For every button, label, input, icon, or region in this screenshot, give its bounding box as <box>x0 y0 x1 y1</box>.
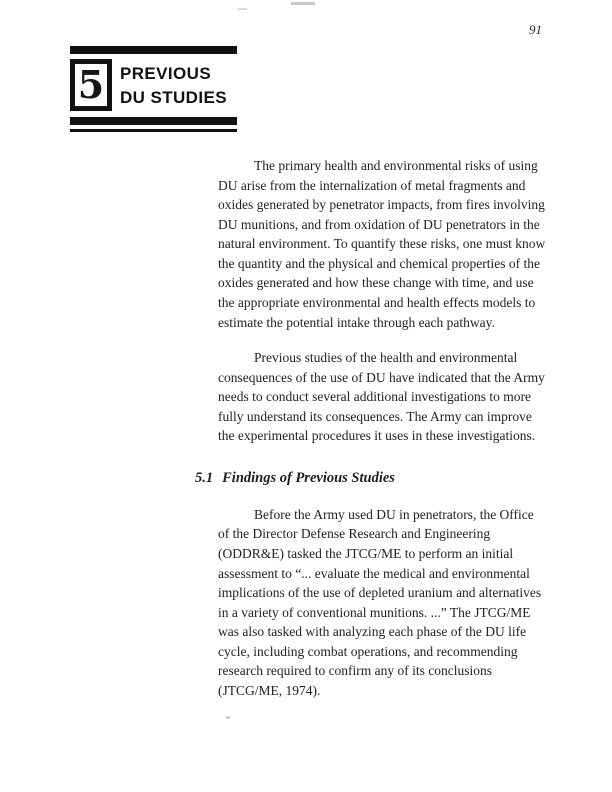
section-heading <box>195 468 548 489</box>
chapter-title-line2: DU STUDIES <box>120 88 227 107</box>
chapter-title-row <box>70 59 237 111</box>
chapter-rule-bottom <box>70 117 237 125</box>
section-title: Findings of Previous Studies <box>222 469 395 486</box>
chapter-number: 5 <box>77 62 105 107</box>
paragraph: The primary health and environmental risks of using DU arise from the internalization of metal fragments and oxides generated by penetrator impacts, from fires involving DU munitions, and from oxidation of DU penetrators in the natural environment. To quantify these risks, one must know the quantity and the physical and chemical properties of the oxides generated and how these change with time, and use the appropriate environmental and health effects models to estimate the potential intake through each pathway. <box>218 158 546 330</box>
scan-artifact <box>291 2 315 5</box>
paragraph: Before the Army used DU in penetrators, the Office of the Director Defense Research and Engineering (ODDR&E) tasked the JTCG/ME to perform an initial assessment to “... evaluate the medical and environmental implications of the use of depleted uranium and alternatives in a variety of conventional munitions. ...” The JTCG/ME was also tasked with analyzing each phase of the DU life cycle, including combat operations, and recommending research required to confirm any of its conclusions (JTCG/ME, 1974). <box>218 506 542 698</box>
chapter-title <box>112 59 227 110</box>
chapter-title-line1: PREVIOUS <box>120 64 212 83</box>
chapter-number-box <box>70 59 112 111</box>
paragraph: Previous studies of the health and environmental consequences of the use of DU have indicated that the Army needs to conduct several additional investigations to more fully understand its consequences. The Army can improve the experimental procedures it uses in these investigations. <box>218 350 545 444</box>
page-number: 91 <box>529 22 542 37</box>
chapter-rule-thin <box>70 129 237 132</box>
chapter-header <box>70 46 237 132</box>
section-number: 5.1 <box>195 469 214 486</box>
chapter-rule-top <box>70 46 237 54</box>
page-body <box>195 156 548 717</box>
scan-artifact <box>238 8 247 10</box>
